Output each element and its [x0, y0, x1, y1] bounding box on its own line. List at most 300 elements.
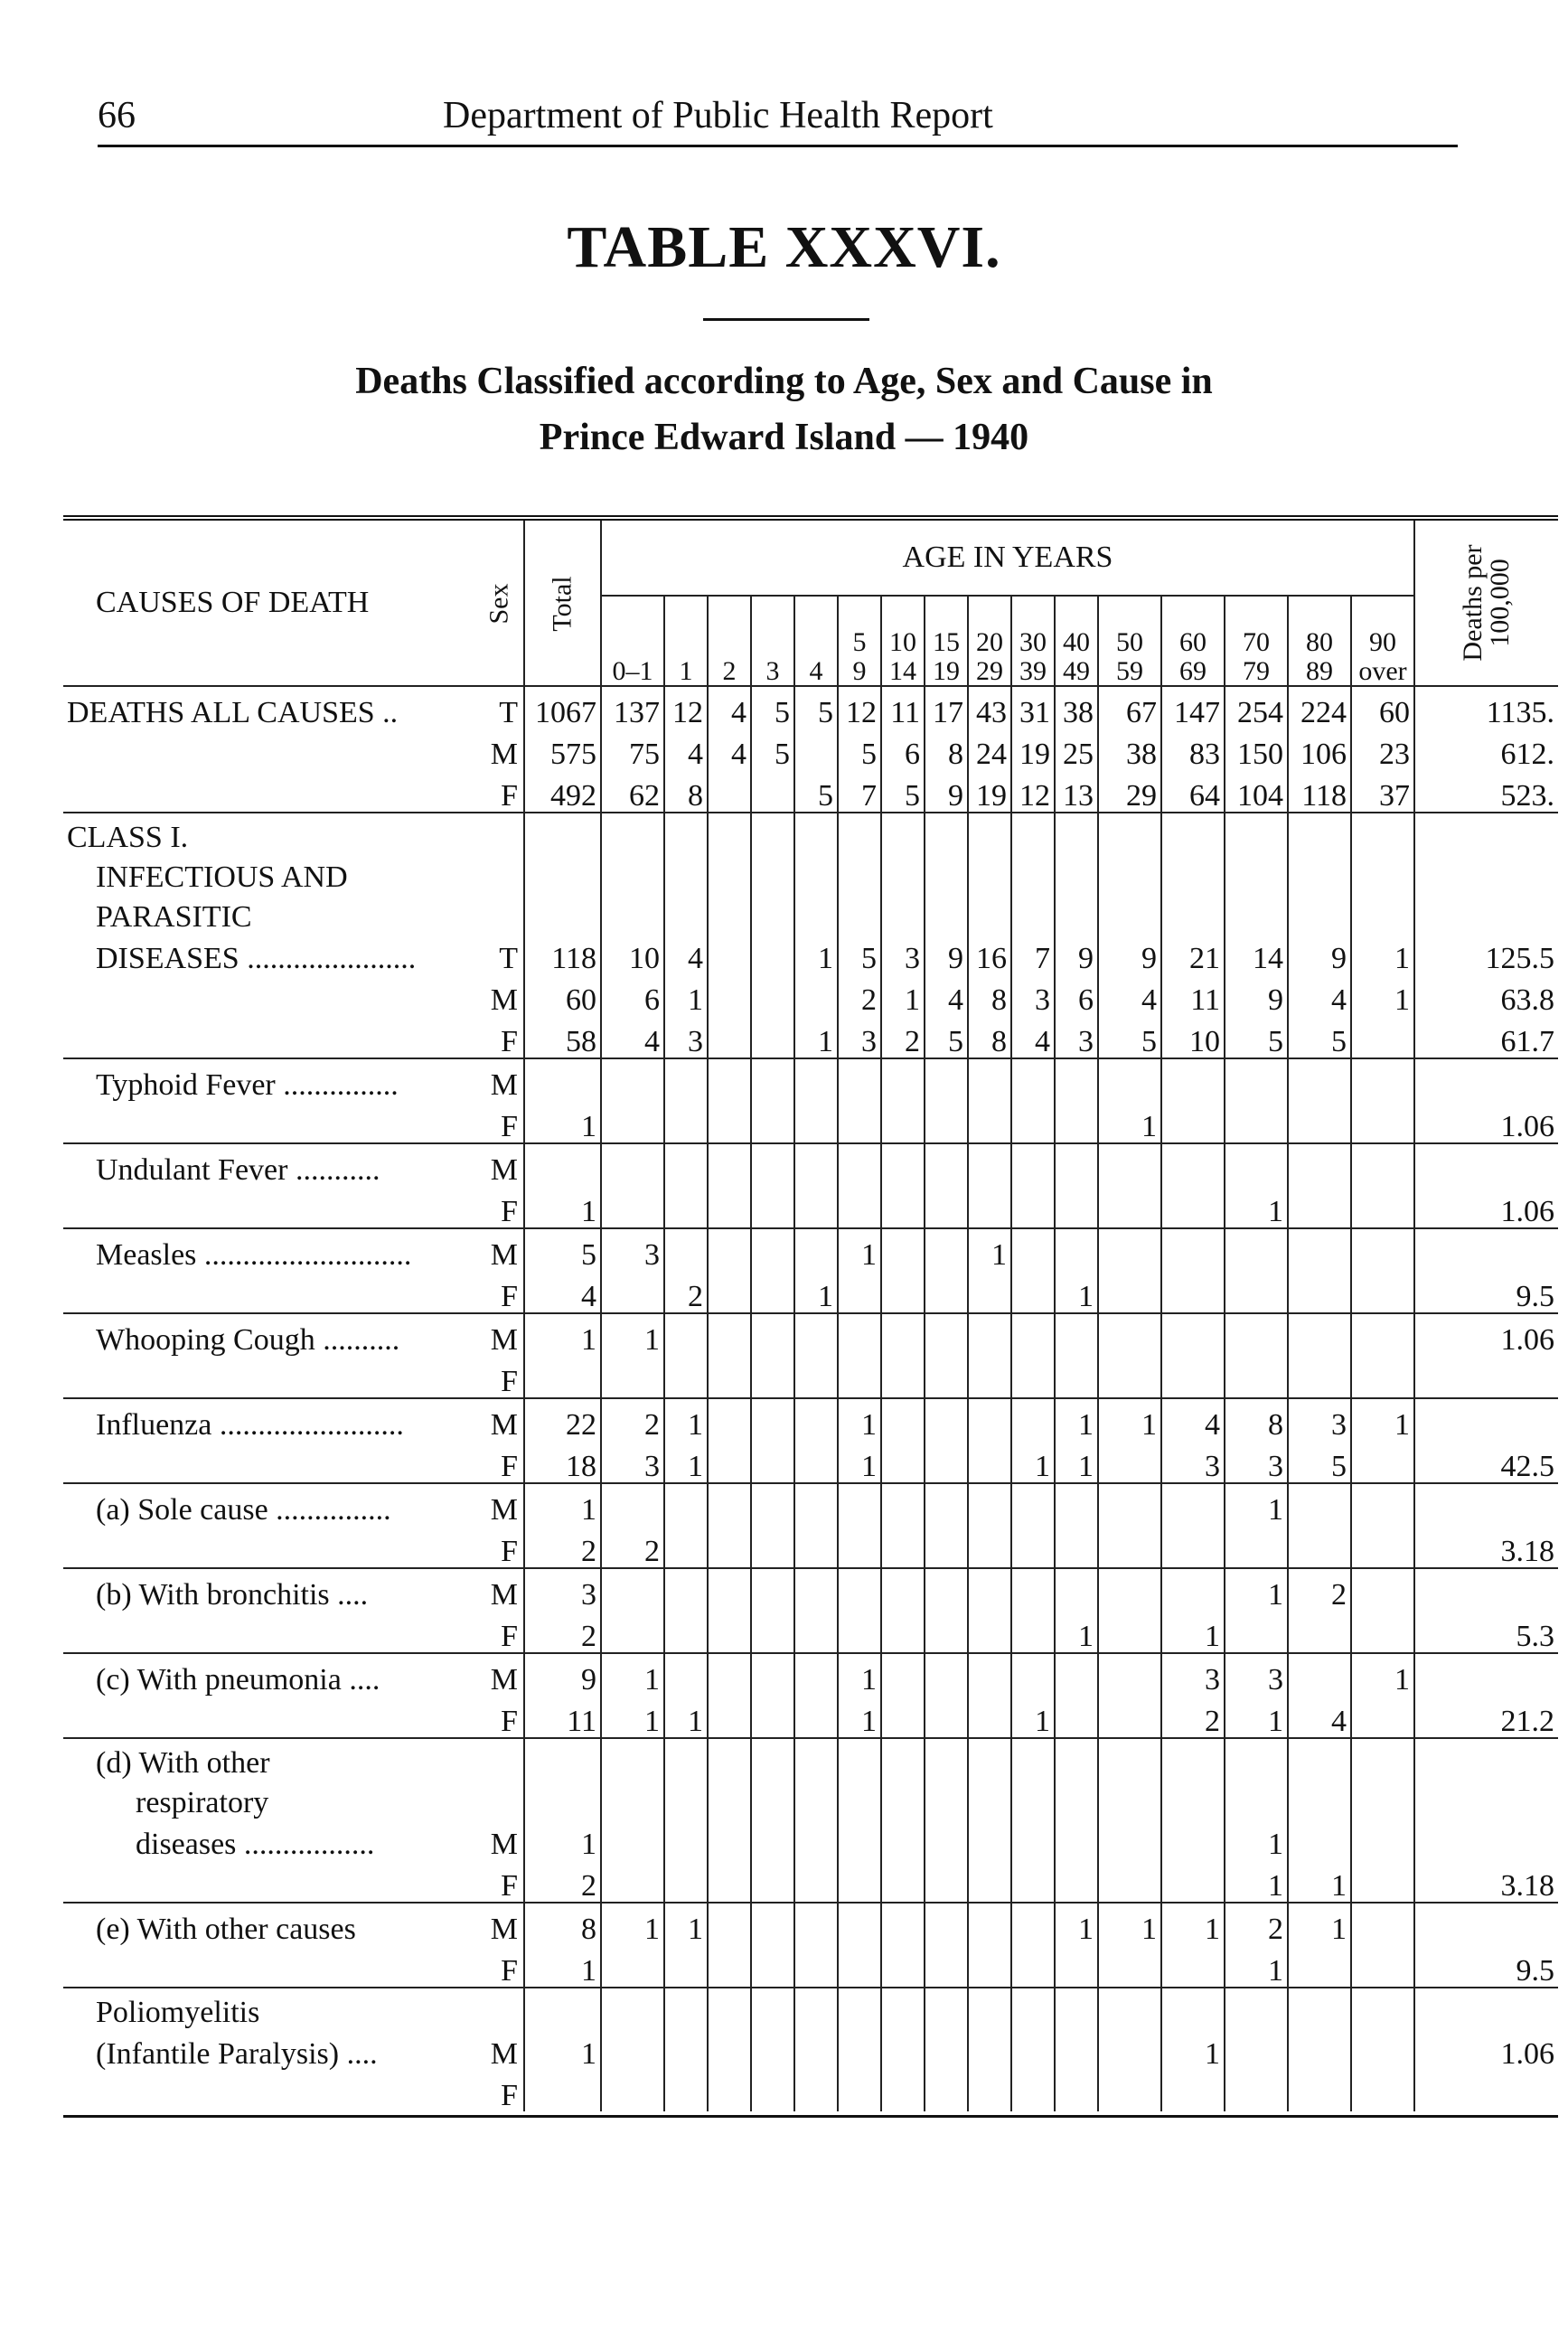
- age-value-cell: 8: [968, 974, 1011, 1016]
- sex-cell: [475, 853, 524, 893]
- total-cell: 2: [524, 1611, 601, 1653]
- age-value-cell: [1161, 1101, 1225, 1143]
- total-cell: [524, 2070, 601, 2111]
- age-group-header: [1055, 596, 1098, 686]
- age-value-cell: 106: [1288, 728, 1351, 770]
- rate-cell: 1.06: [1414, 2028, 1558, 2070]
- age-value-cell: [1351, 2070, 1414, 2111]
- age-value-cell: [794, 2070, 838, 2111]
- cause-cell: [63, 1186, 475, 1228]
- age-value-cell: [1011, 1860, 1055, 1903]
- age-value-cell: [1351, 853, 1414, 893]
- age-value-cell: [881, 1058, 925, 1101]
- rate-cell: 21.2: [1414, 1696, 1558, 1738]
- age-value-cell: [881, 1313, 925, 1356]
- cause-cell: [63, 1696, 475, 1738]
- age-value-cell: [925, 2070, 968, 2111]
- age-group-header: [1225, 596, 1288, 686]
- age-value-cell: [708, 1568, 751, 1611]
- age-value-cell: [1351, 1101, 1414, 1143]
- table-row: [63, 1186, 1558, 1228]
- mortality-table: [63, 515, 1558, 2111]
- age-value-cell: [664, 1228, 708, 1271]
- age-value-cell: [1011, 893, 1055, 933]
- age-value-cell: [881, 2070, 925, 2111]
- age-value-cell: [708, 1441, 751, 1483]
- age-value-cell: [968, 813, 1011, 853]
- age-group-start: 5: [852, 627, 867, 657]
- table-row: [63, 1483, 1558, 1526]
- age-value-cell: 5: [751, 686, 794, 728]
- age-group-end: 4: [809, 655, 823, 686]
- age-value-cell: 60: [1351, 686, 1414, 728]
- age-value-cell: [794, 1143, 838, 1186]
- age-value-cell: 150: [1225, 728, 1288, 770]
- age-value-cell: [794, 1483, 838, 1526]
- age-value-cell: [1055, 1653, 1098, 1696]
- age-value-cell: [664, 1945, 708, 1988]
- age-value-cell: [968, 1568, 1011, 1611]
- age-value-cell: 104: [1225, 770, 1288, 813]
- age-value-cell: [1351, 1356, 1414, 1398]
- age-value-cell: 2: [838, 974, 881, 1016]
- age-value-cell: [838, 2070, 881, 2111]
- age-value-cell: 16: [968, 933, 1011, 974]
- age-value-cell: [1351, 1611, 1414, 1653]
- age-group-end: 59: [1116, 655, 1143, 686]
- age-value-cell: [708, 1696, 751, 1738]
- age-value-cell: [1161, 813, 1225, 853]
- age-value-cell: [925, 1819, 968, 1860]
- table-row: [63, 1526, 1558, 1568]
- age-value-cell: [601, 1143, 664, 1186]
- age-value-cell: 1: [1011, 1696, 1055, 1738]
- age-value-cell: [794, 1058, 838, 1101]
- rate-cell: 125.5: [1414, 933, 1558, 974]
- age-value-cell: [925, 1313, 968, 1356]
- age-value-cell: [1098, 1058, 1161, 1101]
- age-value-cell: [751, 1101, 794, 1143]
- total-cell: 1067: [524, 686, 601, 728]
- age-value-cell: [1098, 1860, 1161, 1903]
- age-value-cell: [968, 1483, 1011, 1526]
- age-value-cell: [1011, 1398, 1055, 1441]
- total-cell: 58: [524, 1016, 601, 1058]
- age-value-cell: [751, 1903, 794, 1945]
- table-row: [63, 1101, 1558, 1143]
- age-value-cell: [1055, 1738, 1098, 1779]
- rate-cell: 42.5: [1414, 1441, 1558, 1483]
- age-value-cell: [1161, 1860, 1225, 1903]
- age-value-cell: [708, 813, 751, 853]
- sex-cell: F: [501, 1705, 518, 1738]
- age-value-cell: [1288, 1143, 1351, 1186]
- age-value-cell: [881, 1568, 925, 1611]
- age-value-cell: [968, 2028, 1011, 2070]
- age-value-cell: 83: [1161, 728, 1225, 770]
- age-value-cell: [794, 2028, 838, 2070]
- table-row: [63, 728, 1558, 770]
- age-value-cell: 31: [1011, 686, 1055, 728]
- age-value-cell: [1161, 1988, 1225, 2028]
- rate-header: Deaths per 100,000: [1414, 518, 1558, 686]
- rate-cell: 9.5: [1414, 1271, 1558, 1313]
- age-value-cell: [1288, 2070, 1351, 2111]
- age-value-cell: [1098, 1271, 1161, 1313]
- total-cell: [524, 893, 601, 933]
- age-value-cell: [881, 853, 925, 893]
- age-value-cell: 5: [838, 933, 881, 974]
- cause-cell: (Infantile Paralysis) ....: [96, 2037, 378, 2070]
- age-value-cell: [881, 1653, 925, 1696]
- age-value-cell: [1288, 1271, 1351, 1313]
- age-value-cell: [838, 1313, 881, 1356]
- age-value-cell: 1: [1225, 1819, 1288, 1860]
- age-group-end: 2: [722, 655, 737, 686]
- total-cell: 1: [524, 1819, 601, 1860]
- sex-cell: [475, 1738, 524, 1779]
- age-group-start: 20: [976, 627, 1003, 657]
- cause-cell: [63, 770, 475, 813]
- age-value-cell: [708, 2070, 751, 2111]
- age-value-cell: [1225, 1143, 1288, 1186]
- age-value-cell: [1055, 1945, 1098, 1988]
- age-value-cell: [1288, 1779, 1351, 1819]
- age-value-cell: [751, 1058, 794, 1101]
- age-value-cell: [1351, 1945, 1414, 1988]
- rate-cell: [1414, 1779, 1558, 1819]
- age-value-cell: [1011, 2070, 1055, 2111]
- cause-cell: [63, 728, 475, 770]
- age-value-cell: 10: [1161, 1016, 1225, 1058]
- sex-cell: M: [475, 1568, 524, 1611]
- cause-cell: [63, 1441, 475, 1483]
- age-value-cell: [1351, 1738, 1414, 1779]
- age-group-end: 14: [889, 655, 916, 686]
- age-value-cell: [1288, 1186, 1351, 1228]
- rate-cell: [1414, 2070, 1558, 2111]
- age-value-cell: [925, 1696, 968, 1738]
- age-value-cell: [1161, 1779, 1225, 1819]
- age-value-cell: [968, 1738, 1011, 1779]
- sex-cell: F: [501, 1280, 518, 1313]
- age-value-cell: 10: [601, 933, 664, 974]
- age-value-cell: [1011, 1903, 1055, 1945]
- age-group-start: 80: [1306, 627, 1333, 657]
- age-value-cell: [601, 813, 664, 853]
- cause-cell: Whooping Cough ..........: [63, 1313, 475, 1356]
- age-value-cell: 1: [838, 1653, 881, 1696]
- age-value-cell: [1351, 1016, 1414, 1058]
- age-value-cell: [1055, 1313, 1098, 1356]
- age-value-cell: [1225, 1738, 1288, 1779]
- age-value-cell: [1098, 813, 1161, 853]
- age-value-cell: [1055, 1779, 1098, 1819]
- table-row: [63, 1271, 1558, 1313]
- age-group-start: 10: [889, 627, 916, 657]
- age-value-cell: [794, 974, 838, 1016]
- age-value-cell: [925, 1356, 968, 1398]
- age-value-cell: [838, 1526, 881, 1568]
- age-value-cell: [925, 1653, 968, 1696]
- rate-cell: [1414, 813, 1558, 853]
- age-value-cell: [1055, 1143, 1098, 1186]
- age-value-cell: [1011, 1058, 1055, 1101]
- age-value-cell: 6: [881, 728, 925, 770]
- age-value-cell: [708, 1903, 751, 1945]
- age-value-cell: 1: [838, 1398, 881, 1441]
- age-value-cell: [794, 1779, 838, 1819]
- age-value-cell: [1161, 1568, 1225, 1611]
- table-row: [63, 1903, 1558, 1945]
- age-value-cell: [1055, 1526, 1098, 1568]
- age-value-cell: [838, 1356, 881, 1398]
- age-value-cell: [968, 1101, 1011, 1143]
- age-group-header: [1161, 596, 1225, 686]
- age-value-cell: 19: [968, 770, 1011, 813]
- age-value-cell: 1: [601, 1313, 664, 1356]
- age-value-cell: 1: [1055, 1441, 1098, 1483]
- age-value-cell: [968, 1441, 1011, 1483]
- age-value-cell: 11: [1161, 974, 1225, 1016]
- age-value-cell: [925, 1228, 968, 1271]
- age-value-cell: 1: [794, 1271, 838, 1313]
- rate-cell: 1.06: [1414, 1101, 1558, 1143]
- rate-cell: 523.: [1414, 770, 1558, 813]
- age-value-cell: [601, 1611, 664, 1653]
- age-value-cell: [968, 1186, 1011, 1228]
- table-row: [63, 1819, 1558, 1860]
- age-value-cell: [601, 1568, 664, 1611]
- age-value-cell: [1288, 1738, 1351, 1779]
- age-value-cell: [881, 1860, 925, 1903]
- age-value-cell: [794, 1653, 838, 1696]
- age-value-cell: [708, 1779, 751, 1819]
- age-value-cell: [1055, 2028, 1098, 2070]
- age-group-end: 3: [765, 655, 780, 686]
- age-value-cell: [925, 1186, 968, 1228]
- age-group-end: 69: [1179, 655, 1207, 686]
- age-value-cell: [1098, 1738, 1161, 1779]
- age-value-cell: 3: [1161, 1441, 1225, 1483]
- age-value-cell: 5: [1288, 1441, 1351, 1483]
- age-value-cell: [1351, 1568, 1414, 1611]
- age-value-cell: [1011, 1228, 1055, 1271]
- age-value-cell: [708, 1313, 751, 1356]
- age-value-cell: [838, 1186, 881, 1228]
- rate-cell: [1414, 893, 1558, 933]
- age-value-cell: [751, 1945, 794, 1988]
- age-value-cell: [925, 2028, 968, 2070]
- age-value-cell: [1098, 853, 1161, 893]
- total-cell: [524, 1058, 601, 1101]
- age-value-cell: [1055, 1356, 1098, 1398]
- sex-cell: F: [501, 1954, 518, 1988]
- age-value-cell: 1: [664, 1398, 708, 1441]
- age-value-cell: [794, 893, 838, 933]
- age-value-cell: [708, 1143, 751, 1186]
- age-value-cell: 12: [1011, 770, 1055, 813]
- age-value-cell: 4: [664, 728, 708, 770]
- cause-cell: (a) Sole cause ...............: [63, 1483, 475, 1526]
- age-value-cell: [794, 1356, 838, 1398]
- sex-cell: M: [475, 1143, 524, 1186]
- table-row: [63, 1611, 1558, 1653]
- age-value-cell: [1351, 1186, 1414, 1228]
- age-value-cell: [925, 1611, 968, 1653]
- age-value-cell: [925, 1398, 968, 1441]
- total-cell: 1: [524, 1483, 601, 1526]
- age-value-cell: 3: [838, 1016, 881, 1058]
- cause-cell: Poliomyelitis: [63, 1988, 475, 2028]
- age-value-cell: 1: [601, 1653, 664, 1696]
- rate-cell: 612.: [1414, 728, 1558, 770]
- age-group-end: 19: [933, 655, 960, 686]
- age-value-cell: [838, 1860, 881, 1903]
- age-value-cell: [1225, 1988, 1288, 2028]
- total-cell: 11: [524, 1696, 601, 1738]
- age-value-cell: [664, 1860, 708, 1903]
- sex-cell: F: [501, 1535, 518, 1568]
- age-value-cell: [708, 1526, 751, 1568]
- table-row: [63, 2028, 1558, 2070]
- age-value-cell: 1: [1225, 1483, 1288, 1526]
- age-group-end: 49: [1063, 655, 1090, 686]
- age-value-cell: [664, 1653, 708, 1696]
- age-value-cell: [708, 1228, 751, 1271]
- age-value-cell: [1288, 1228, 1351, 1271]
- table-row: [63, 1653, 1558, 1696]
- age-value-cell: [1098, 1611, 1161, 1653]
- total-cell: 1: [524, 1186, 601, 1228]
- age-value-cell: [1098, 1526, 1161, 1568]
- sex-cell: M: [475, 1313, 524, 1356]
- age-group-start: 30: [1019, 627, 1047, 657]
- age-value-cell: [751, 1568, 794, 1611]
- age-value-cell: [794, 728, 838, 770]
- age-value-cell: [1225, 1228, 1288, 1271]
- age-value-cell: [1011, 853, 1055, 893]
- age-value-cell: [794, 1441, 838, 1483]
- age-value-cell: [881, 1903, 925, 1945]
- age-value-cell: [968, 1696, 1011, 1738]
- age-value-cell: [1161, 2070, 1225, 2111]
- age-value-cell: 2: [601, 1398, 664, 1441]
- age-value-cell: 21: [1161, 933, 1225, 974]
- age-value-cell: [794, 1738, 838, 1779]
- age-value-cell: [838, 1819, 881, 1860]
- age-value-cell: [1288, 1356, 1351, 1398]
- age-value-cell: 1: [1351, 1653, 1414, 1696]
- sex-cell: M: [490, 983, 518, 1016]
- age-value-cell: 75: [601, 728, 664, 770]
- total-cell: [524, 853, 601, 893]
- age-value-cell: 4: [1011, 1016, 1055, 1058]
- table-row: [63, 1356, 1558, 1398]
- age-value-cell: 4: [664, 933, 708, 974]
- age-group-start: 40: [1063, 627, 1090, 657]
- rate-cell: 5.3: [1414, 1611, 1558, 1653]
- age-value-cell: [664, 1143, 708, 1186]
- sex-cell: [475, 1988, 524, 2028]
- age-value-cell: 5: [794, 770, 838, 813]
- age-value-cell: [708, 1738, 751, 1779]
- age-value-cell: [794, 1611, 838, 1653]
- age-value-cell: [1011, 2028, 1055, 2070]
- age-value-cell: [881, 1779, 925, 1819]
- age-value-cell: 4: [1098, 974, 1161, 1016]
- age-value-cell: [1351, 1696, 1414, 1738]
- rate-cell: [1414, 1228, 1558, 1271]
- age-value-cell: 1: [1225, 1860, 1288, 1903]
- sex-cell: F: [501, 779, 518, 813]
- total-cell: 5: [524, 1228, 601, 1271]
- age-value-cell: [708, 853, 751, 893]
- age-value-cell: [751, 1779, 794, 1819]
- sex-cell: T: [499, 942, 518, 974]
- age-value-cell: [968, 853, 1011, 893]
- total-cell: 60: [524, 974, 601, 1016]
- age-value-cell: [1055, 2070, 1098, 2111]
- age-group-header: [708, 596, 751, 686]
- age-value-cell: [968, 893, 1011, 933]
- age-value-cell: [751, 1738, 794, 1779]
- age-value-cell: [1011, 1313, 1055, 1356]
- age-value-cell: [708, 1271, 751, 1313]
- sex-cell: F: [501, 1025, 518, 1058]
- age-value-cell: [1351, 1313, 1414, 1356]
- total-cell: 3: [524, 1568, 601, 1611]
- age-value-cell: [601, 1356, 664, 1398]
- table-row: [63, 1945, 1558, 1988]
- age-value-cell: [838, 813, 881, 853]
- age-value-cell: [1055, 1819, 1098, 1860]
- cause-cell: DEATHS ALL CAUSES ..: [63, 686, 475, 728]
- rate-cell: 9.5: [1414, 1945, 1558, 1988]
- age-value-cell: 25: [1055, 728, 1098, 770]
- age-value-cell: 224: [1288, 686, 1351, 728]
- age-value-cell: [1055, 1860, 1098, 1903]
- sex-cell: M: [475, 1398, 524, 1441]
- sex-header: Sex: [484, 583, 514, 625]
- age-value-cell: [1225, 1058, 1288, 1101]
- age-value-cell: [1288, 1945, 1351, 1988]
- sex-cell: T: [475, 686, 524, 728]
- age-value-cell: [1288, 1819, 1351, 1860]
- total-cell: [524, 813, 601, 853]
- cause-cell: (c) With pneumonia ....: [63, 1653, 475, 1696]
- age-value-cell: [751, 1143, 794, 1186]
- age-value-cell: [1351, 1143, 1414, 1186]
- sex-cell: M: [475, 1058, 524, 1101]
- age-value-cell: [664, 1988, 708, 2028]
- age-group-header: [1011, 596, 1055, 686]
- cause-cell: DISEASES ......................: [96, 942, 417, 974]
- age-value-cell: [1351, 1228, 1414, 1271]
- sex-cell: M: [490, 738, 518, 770]
- cause-cell: [63, 1526, 475, 1568]
- age-value-cell: 11: [881, 686, 925, 728]
- age-group-header: [968, 596, 1011, 686]
- age-value-cell: [1011, 1611, 1055, 1653]
- age-value-cell: [925, 1779, 968, 1819]
- age-value-cell: [601, 1738, 664, 1779]
- age-value-cell: [1098, 1696, 1161, 1738]
- age-value-cell: 4: [1288, 1696, 1351, 1738]
- age-value-cell: [708, 1186, 751, 1228]
- age-value-cell: 9: [1098, 933, 1161, 974]
- age-value-cell: [1351, 813, 1414, 853]
